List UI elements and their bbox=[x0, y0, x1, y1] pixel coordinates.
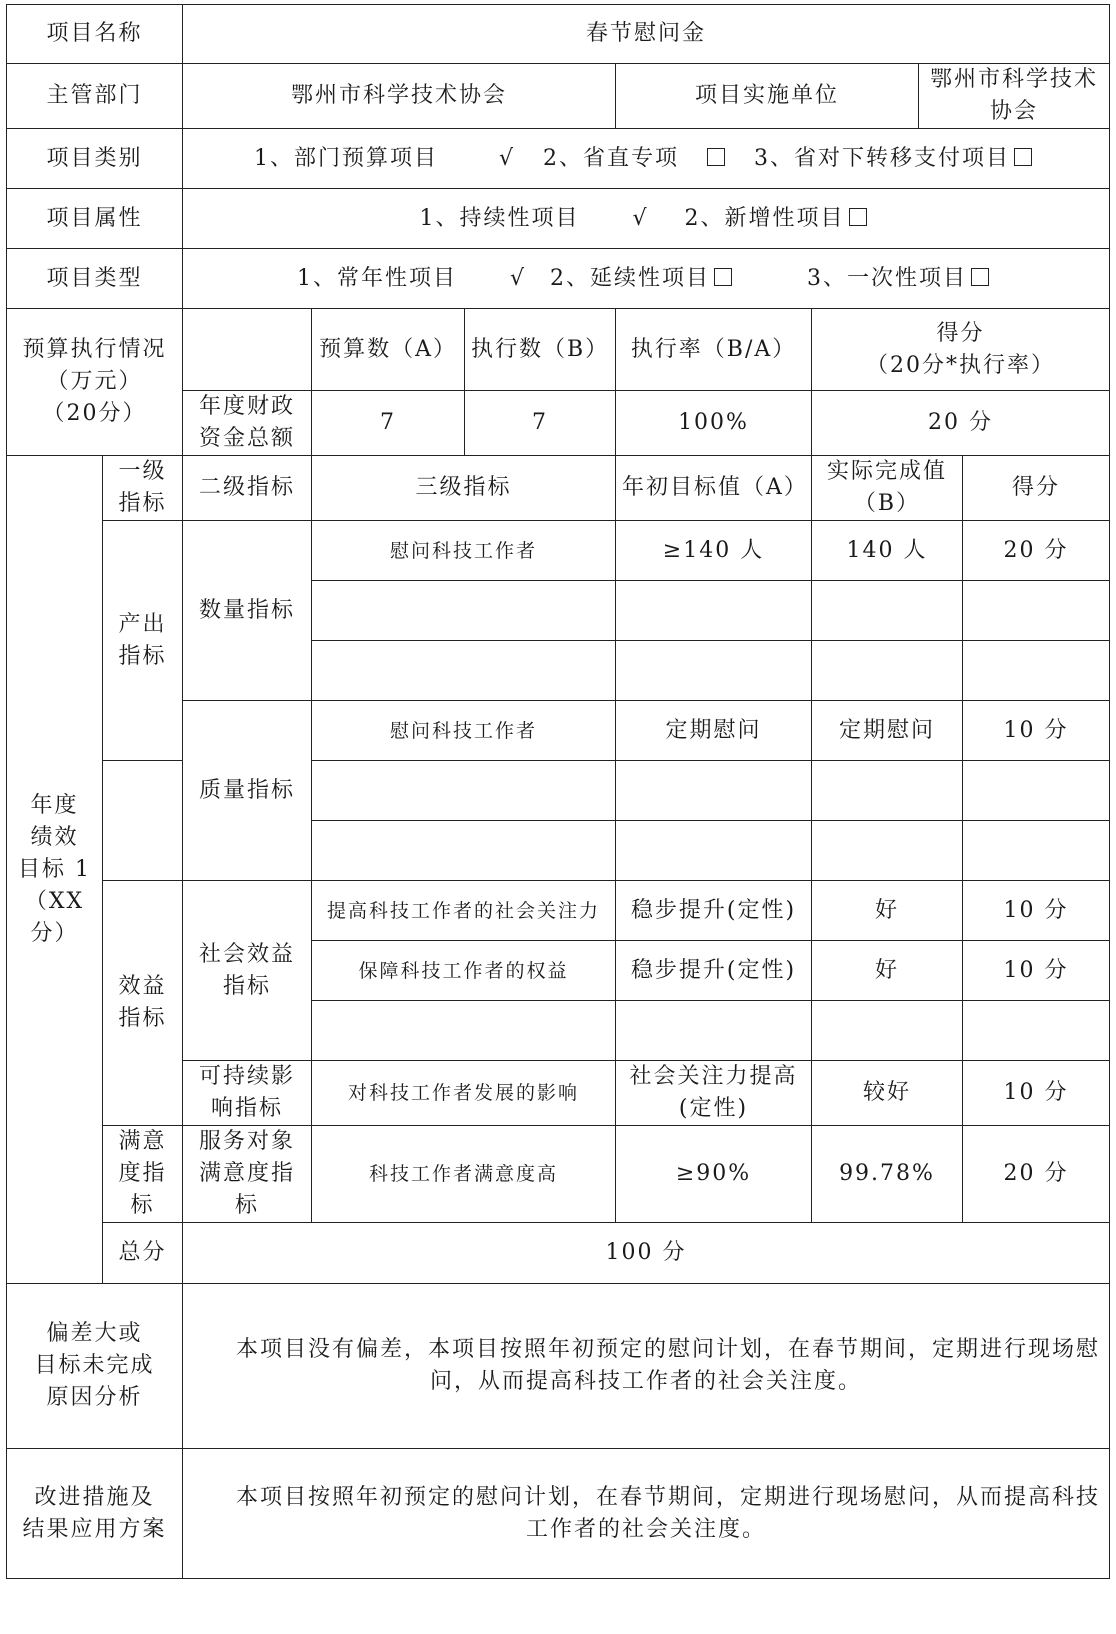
sustainability-label: 可持续影 响指标 bbox=[183, 1061, 312, 1126]
indicator-actual: 好 bbox=[812, 881, 963, 941]
project-type-options bbox=[183, 249, 1110, 309]
department-row bbox=[7, 64, 1110, 129]
table-row bbox=[7, 881, 1110, 941]
checkbox-empty-icon bbox=[971, 268, 989, 286]
implementing-unit-value: 鄂州市科学技术协会 bbox=[919, 64, 1110, 129]
improvement-row bbox=[7, 1449, 1110, 1579]
budget-score-value: 20 分 bbox=[812, 391, 1110, 456]
annual-goal-label: 年度 绩效 目标 1 （XX 分） bbox=[7, 456, 103, 1284]
total-label: 总分 bbox=[103, 1223, 183, 1284]
checkbox-empty-icon bbox=[1014, 148, 1032, 166]
header-actual: 实际完成值 （B） bbox=[812, 456, 963, 521]
service-satisfaction-label: 服务对象 满意度指 标 bbox=[183, 1126, 312, 1223]
table-row bbox=[7, 761, 1110, 821]
budget-rate-value: 100% bbox=[616, 391, 812, 456]
indicator-score: 20 分 bbox=[963, 1126, 1110, 1223]
header-level1: 一级 指标 bbox=[103, 456, 183, 521]
project-type-label: 项目类型 bbox=[7, 249, 183, 309]
indicator-actual: 定期慰问 bbox=[812, 701, 963, 761]
category-option-dept-budget: 1、部门预算项目 √ bbox=[254, 143, 526, 175]
quality-indicator-label: 质量指标 bbox=[183, 701, 312, 881]
satisfaction-indicator-label: 满意 度指 标 bbox=[103, 1126, 183, 1223]
implementing-unit-label: 项目实施单位 bbox=[616, 64, 919, 129]
indicator-name: 对科技工作者发展的影响 bbox=[312, 1061, 616, 1126]
budget-blank-header bbox=[183, 309, 312, 391]
deviation-row bbox=[7, 1284, 1110, 1449]
budget-executed-value: 7 bbox=[465, 391, 616, 456]
checkbox-empty-icon bbox=[707, 148, 725, 166]
indicator-target: 社会关注力提高 (定性) bbox=[616, 1061, 812, 1126]
project-attribute-options bbox=[183, 189, 1110, 249]
indicator-target: 定期慰问 bbox=[616, 701, 812, 761]
output-indicator-label: 产出 指标 bbox=[103, 521, 183, 761]
indicator-target: ≥140 人 bbox=[616, 521, 812, 581]
indicator-actual: 140 人 bbox=[812, 521, 963, 581]
deviation-label: 偏差大或 目标未完成 原因分析 bbox=[7, 1284, 183, 1449]
check-mark-icon: √ bbox=[510, 265, 527, 291]
budget-planned-value: 7 bbox=[312, 391, 465, 456]
social-benefit-label: 社会效益 指标 bbox=[183, 881, 312, 1061]
indicator-score: 10 分 bbox=[963, 941, 1110, 1001]
attribute-option-new: 2、新增性项目 bbox=[685, 203, 873, 235]
total-row bbox=[7, 1223, 1110, 1284]
header-target: 年初目标值（A） bbox=[616, 456, 812, 521]
type-option-annual: 1、常年性项目 √ bbox=[297, 263, 537, 295]
indicator-actual: 好 bbox=[812, 941, 963, 1001]
project-category-row bbox=[7, 129, 1110, 189]
budget-header-row bbox=[7, 309, 1110, 391]
indicator-name: 提高科技工作者的社会关注力 bbox=[312, 881, 616, 941]
deviation-text: 本项目没有偏差，本项目按照年初预定的慰问计划，在春节期间，定期进行现场慰问，从而提高科技工作者的社会关注度。 bbox=[183, 1284, 1110, 1449]
table-row bbox=[7, 1126, 1110, 1223]
budget-col-executed: 执行数（B） bbox=[465, 309, 616, 391]
project-attribute-row bbox=[7, 189, 1110, 249]
improvement-label: 改进措施及 结果应用方案 bbox=[7, 1449, 183, 1579]
indicator-score: 10 分 bbox=[963, 881, 1110, 941]
indicator-actual: 较好 bbox=[812, 1061, 963, 1126]
improvement-text: 本项目按照年初预定的慰问计划，在春节期间，定期进行现场慰问，从而提高科技工作者的社会关注度。 bbox=[183, 1449, 1110, 1579]
budget-col-rate: 执行率（B/A） bbox=[616, 309, 812, 391]
indicator-name: 保障科技工作者的权益 bbox=[312, 941, 616, 1001]
indicator-name: 慰问科技工作者 bbox=[312, 701, 616, 761]
project-category-options bbox=[183, 129, 1110, 189]
checkbox-empty-icon bbox=[849, 208, 867, 226]
indicators-header-row bbox=[7, 456, 1110, 521]
performance-evaluation-table bbox=[6, 4, 1110, 1579]
project-name-row bbox=[7, 5, 1110, 64]
budget-col-score: 得分 （20分*执行率） bbox=[812, 309, 1110, 391]
indicator-target: 稳步提升(定性) bbox=[616, 881, 812, 941]
table-row bbox=[7, 521, 1110, 581]
indicator-score: 10 分 bbox=[963, 1061, 1110, 1126]
project-type-row bbox=[7, 249, 1110, 309]
benefit-indicator-label: 效益 指标 bbox=[103, 881, 183, 1126]
indicator-target: ≥90% bbox=[616, 1126, 812, 1223]
category-option-transfer: 3、省对下转移支付项目 bbox=[754, 143, 1038, 175]
budget-row-label: 年度财政 资金总额 bbox=[183, 391, 312, 456]
header-level3: 三级指标 bbox=[312, 456, 616, 521]
category-option-provincial: 2、省直专项 bbox=[543, 143, 731, 175]
indicator-name: 科技工作者满意度高 bbox=[312, 1126, 616, 1223]
indicator-name: 慰问科技工作者 bbox=[312, 521, 616, 581]
header-score: 得分 bbox=[963, 456, 1110, 521]
project-name-label: 项目名称 bbox=[7, 5, 183, 64]
department-value: 鄂州市科学技术协会 bbox=[183, 64, 616, 129]
checkbox-empty-icon bbox=[714, 268, 732, 286]
attribute-option-continuing: 1、持续性项目 √ bbox=[420, 203, 660, 235]
header-level2: 二级指标 bbox=[183, 456, 312, 521]
type-option-one-time: 3、一次性项目 bbox=[807, 263, 995, 295]
indicator-score: 10 分 bbox=[963, 701, 1110, 761]
project-category-label: 项目类别 bbox=[7, 129, 183, 189]
project-attribute-label: 项目属性 bbox=[7, 189, 183, 249]
check-mark-icon: √ bbox=[499, 145, 516, 171]
type-option-extended: 2、延续性项目 bbox=[550, 263, 738, 295]
quantity-indicator-label: 数量指标 bbox=[183, 521, 312, 701]
project-name-value: 春节慰问金 bbox=[183, 5, 1110, 64]
indicator-actual: 99.78% bbox=[812, 1126, 963, 1223]
department-label: 主管部门 bbox=[7, 64, 183, 129]
total-value: 100 分 bbox=[183, 1223, 1110, 1284]
budget-col-planned: 预算数（A） bbox=[312, 309, 465, 391]
budget-section-label: 预算执行情况 （万元） （20分） bbox=[7, 309, 183, 456]
check-mark-icon: √ bbox=[632, 205, 649, 231]
indicator-target: 稳步提升(定性) bbox=[616, 941, 812, 1001]
indicator-score: 20 分 bbox=[963, 521, 1110, 581]
